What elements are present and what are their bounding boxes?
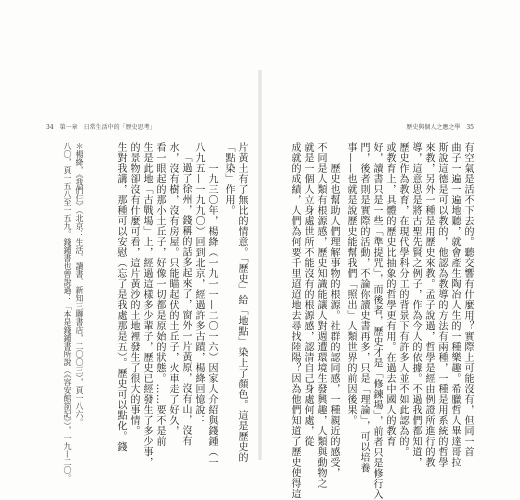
right-page-line: 歷史也幫助人們理解事物的根源。社群的認同感，一種親近的感受， (328, 142, 339, 478)
left-page-line: 八九五—一九九〇）回到北京，經過許多古蹟，楊絳回憶說： (193, 142, 204, 426)
left-page-line: 的景物卻沒有什麼可看，這片黃沙的土地裡發生了很大的事情。 (128, 142, 139, 436)
right-page-line: 或教育上，具體的歷史比抽象的哲學更有用。在過去中國人的教育 (384, 142, 395, 447)
right-page-line: 不同是人類有根源感，歷史知識能讓人對週遭環境生發興趣，人類與動物之 (315, 142, 326, 489)
right-page-line: 斯說這德是可以教的，他認為教導的方法有兩種，一種是用系統的哲學 (436, 142, 447, 468)
right-page-line: 門，後者則是實際的活動，不論你讀史書再多，只是「理論」，可以培養 (358, 142, 369, 473)
right-page-line: 歷史作為教育，在現代學科分工的背景下有許多人並不如此認為的。 (397, 142, 408, 457)
right-page-line: 成就的成績，人們為何要千里迢迢地去尋找陸陽？因為他們知道了歷史使得這 (289, 142, 300, 499)
right-page-line: 事——也就是說歷史能幫我們「照出」人類世界的前因後果。 (345, 142, 356, 426)
page-gutter (258, 70, 262, 460)
left-page-line: 生是此地「古戰場」上，經過這樣多少輩子，歷史已經發生了多少事， (141, 142, 152, 468)
left-page-line: 一九三〇年，楊絳（一九一一—二〇一六）因家人介紹與錢鍾（一 (206, 142, 217, 468)
right-page-line: 來教，另外一種是用歷史來教。孟子說過，哲學是經由例證所進行的教 (423, 142, 434, 468)
right-page-line: 就是一個人立身處世所不能沒有的根源感，認清自己身處何處，從 (302, 142, 313, 447)
footnote: ＊楊絳，《我們仨》（北京：生活．讀書．新知三聯書店，二〇〇三），頁一八六。 (75, 142, 84, 426)
right-page-header: 歷史與個人之應之學 35 (406, 124, 474, 131)
left-page-line: 「過了徐州，錢稱的話多起來了，窗外一片黃原，沒有山，沒有 (180, 152, 191, 446)
left-page-line: 片黃土有了無比的情意。「歷史」給「地點」染上了顏色。這是歷史的 (236, 142, 247, 463)
left-page-line: 看一眼起的那小土丘子，好像一切都是原始的狀態。……要不是前 (154, 142, 165, 447)
right-page-line: 有空氣是活不下去的。聽交響有什麼用？實際上可能沒有，但同一首 (462, 142, 473, 457)
left-page-line: 水，沒有樹，沒有房屋。只能瞄起伏的土丘子，火車走了好久， (167, 142, 178, 436)
footnote: 八〇，頁一五八至一五九。錢鍾書也曾說過：「本是錢鍾書所說（《容安館箚記》），一九—二〇。 (63, 142, 72, 482)
left-page-line: 「點染」作用。 (223, 142, 234, 216)
left-page-header: 34 第一章 日常生活中的「歷史思考」 (46, 124, 156, 131)
right-page-line: 曲子一遍一遍地聽，就會產生陶冶人生的一種樂趣。希臘哲人畢達哥拉 (449, 142, 460, 468)
left-page-line: 生對我講，那種可以安慰（忘了是我處那是五）。歷史可以點化。錢 (115, 142, 126, 452)
right-page-line: 好，讀書只是一些「準提咒」，而後者，歷史才是「修鍊場」，前者只是修行入 (371, 142, 382, 500)
right-page-line: 導，這意思是將古聖先賢之例子，作為今人的依據。不過我們都知道， (410, 142, 421, 468)
